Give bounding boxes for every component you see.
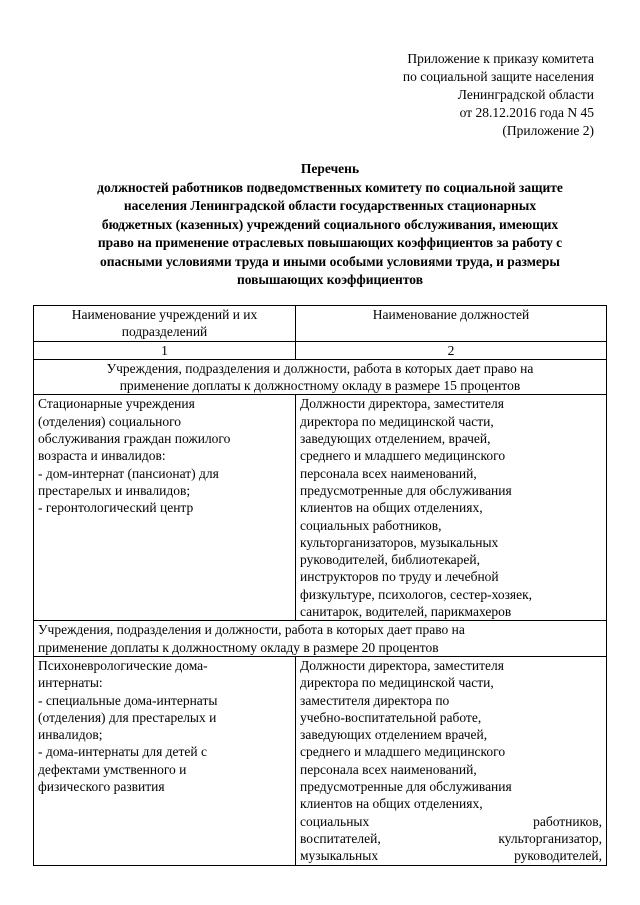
title-line: право на применение отраслевых повышающих коэффициентов за работу с <box>97 235 563 250</box>
cell-line: заведующих отделением, врачей, <box>300 431 491 447</box>
column-number: 1 <box>34 341 296 359</box>
column-number-row <box>34 341 607 359</box>
cell-line: заместителя директора по <box>300 692 450 708</box>
header-positions: Наименование должностей <box>296 306 607 342</box>
appendix-line: Приложение к приказу комитета <box>407 51 594 66</box>
cell-line: возраста и инвалидов: <box>38 448 166 464</box>
cell-line: среднего и младшего медицинского <box>300 744 506 760</box>
cell-line: среднего и младшего медицинского <box>300 448 506 464</box>
cell-line: персонала всех наименований, <box>300 465 477 481</box>
positions-cell <box>296 656 607 865</box>
positions-cell <box>296 395 607 621</box>
section-heading-20 <box>34 621 607 657</box>
cell-line: заведующих отделением врачей, <box>300 727 488 743</box>
table-row <box>34 395 607 621</box>
appendix-line: Ленинградской области <box>457 87 594 102</box>
cell-line: (отделения) для престарелых и <box>38 709 217 725</box>
cell-line: предусмотренные для обслуживания <box>300 482 512 498</box>
cell-line: клиентов на общих отделениях, <box>300 500 483 516</box>
cell-line: Должности директора, заместителя <box>300 396 504 412</box>
cell-line: социальных работников, <box>300 517 442 533</box>
table-row <box>34 656 607 865</box>
section-row-20 <box>34 621 607 657</box>
cell-line: Психоневрологические дома- <box>38 657 208 673</box>
title-line: бюджетных (казенных) учреждений социального обслуживания, имеющих <box>101 216 559 232</box>
cell-line: руководителей, библиотекарей, <box>300 552 481 568</box>
document-title <box>50 160 610 290</box>
cell-line: директора по медицинской части, <box>300 413 494 429</box>
justified-word: культорганизатор, <box>498 830 602 846</box>
cell-line: персонала всех наименований, <box>300 761 477 777</box>
section-heading-15 <box>34 359 607 395</box>
cell-line: санитарок, водителей, парикмахеров <box>300 604 512 620</box>
justified-word: социальных <box>300 813 370 829</box>
institutions-cell <box>34 656 296 865</box>
justified-line <box>300 847 602 864</box>
cell-line: обслуживания граждан пожилого <box>38 431 231 447</box>
cell-line: - геронтологический центр <box>38 500 194 516</box>
cell-line: клиентов на общих отделениях, <box>300 796 483 812</box>
section-line: применение доплаты к должностному окладу в размере 20 процентов <box>38 639 439 655</box>
justified-word: руководителей, <box>514 848 602 864</box>
cell-line: инвалидов; <box>38 727 103 743</box>
cell-line: Должности директора, заместителя <box>300 657 504 673</box>
appendix-line: (Приложение 2) <box>502 123 594 138</box>
column-number: 2 <box>296 341 607 359</box>
section-line: применение доплаты к должностному окладу в размере 15 процентов <box>119 378 521 394</box>
justified-line <box>300 813 602 830</box>
justified-line <box>300 830 602 847</box>
justified-word: музыкальных <box>300 848 379 864</box>
title-line: должностей работников подведомственных комитету по социальной защите <box>97 179 563 195</box>
title-heading: Перечень <box>300 161 360 176</box>
cell-line: (отделения) социального <box>38 413 182 429</box>
title-line: населения Ленинградской области государственных стационарных <box>123 198 537 213</box>
section-line: Учреждения, подразделения и должности, работа в которых дает право на <box>106 360 534 376</box>
appendix-line: от 28.12.2016 года N 45 <box>459 105 594 120</box>
positions-table <box>33 305 607 866</box>
cell-line: инструкторов по труду и лечебной <box>300 569 499 585</box>
appendix-line: по социальной защите населения <box>402 69 594 84</box>
cell-line: - дома-интернаты для детей с <box>38 744 208 760</box>
cell-line: предусмотренные для обслуживания <box>300 779 512 795</box>
header-institutions: Наименование учреждений и их подразделений <box>34 306 296 342</box>
title-line: опасными условиями труда и иными особыми условиями труда, и размеры <box>100 253 560 269</box>
section-line: Учреждения, подразделения и должности, работа в которых дает право на <box>38 622 465 638</box>
justified-word: воспитателей, <box>300 830 381 846</box>
section-row-15 <box>34 359 607 395</box>
cell-line: культорганизаторов, музыкальных <box>300 534 499 550</box>
title-line: повышающих коэффициентов <box>236 272 423 287</box>
appendix-note <box>294 50 594 140</box>
cell-line: учебно-воспитательной работе, <box>300 709 482 725</box>
justified-word: работников, <box>533 813 602 829</box>
cell-line: дефектами умственного и <box>38 761 187 777</box>
table-header-row <box>34 306 607 342</box>
cell-line: директора по медицинской части, <box>300 675 494 691</box>
cell-line: престарелых и инвалидов; <box>38 482 191 498</box>
institutions-cell <box>34 395 296 621</box>
cell-line: физического развития <box>38 779 165 795</box>
cell-line: физкультуре, психологов, сестер-хозяек, <box>300 586 533 602</box>
cell-line: - специальные дома-интернаты <box>38 692 218 708</box>
cell-line: Стационарные учреждения <box>38 396 195 412</box>
cell-line: - дом-интернат (пансионат) для <box>38 465 219 481</box>
cell-line: интернаты: <box>38 675 103 691</box>
